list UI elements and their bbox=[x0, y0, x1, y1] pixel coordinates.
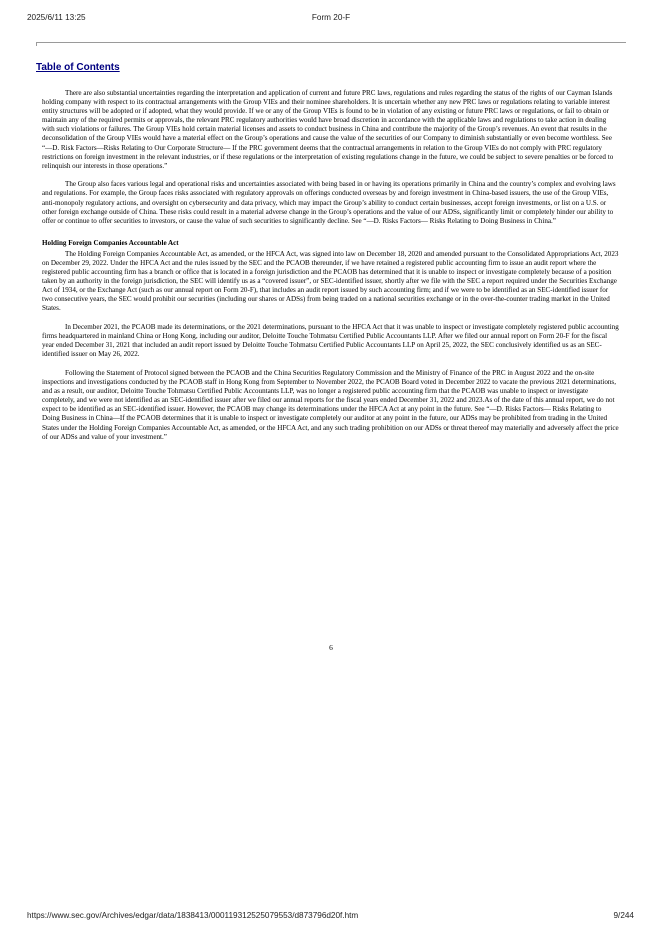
print-url: https://www.sec.gov/Archives/edgar/data/1838413/000119312525079553/d873796d20f.htm bbox=[27, 911, 359, 920]
section-heading-hfca-act: Holding Foreign Companies Accountable Act bbox=[42, 238, 179, 247]
paragraph-legal-operational-risks: The Group also faces various legal and operational risks and uncertainties associated with being based in or having its operations primarily in China and the country’s complex and evolving laws and regulations. For example, the Group faces risks associated with regulatory approvals on offerings conducted overseas by and foreign investment in China-based issuers, the use of the Group VIEs, anti-monopoly regulatory actions, and oversight on cybersecurity and data privacy, which may impact the Group’s ability to conduct certain businesses, accept foreign investments, or list on a U.S. or other foreign exchange outside of China. These risks could result in a material adverse change in the Group’s operations and the value of our ADSs, significantly limit or completely hinder our ability to offer or continue to offer securities to investors, or cause the value of such securities to significantly decline. See “—D. Risks Factors— Risks Relating to Doing Business in China.” bbox=[42, 180, 616, 225]
header-divider-tick bbox=[36, 42, 37, 46]
print-document-title: Form 20-F bbox=[311, 13, 351, 22]
paragraph-statement-of-protocol: Following the Statement of Protocol signed between the PCAOB and the China Securities Regulatory Commission and the Ministry of Finance of the PRC in August 2022 and the on-site inspections and investigations conducted by the PCAOB staff in Hong Kong from September to November 2022, the PCAOB Board voted in December 2022 to vacate the previous 2021 determinations, and as a result, our auditor, Deloitte Touche Tohmatsu Certified Public Accountants LLP, was no longer a registered public accounting firm that the PCAOB was unable to inspect or investigate completely, and we were not identified as an SEC-identified issuer after we filed our annual reports for the fiscal years ended December 31, 2022 and 2023.As of the date of this annual report, we do not expect to be identified as an SEC-identified issuer. However, the PCAOB may change its determinations under the HFCA Act at any point in the future. See “—D. Risks Factors— Risks Relating to Doing Business in China—If the PCAOB determines that it is unable to inspect or investigate completely our auditor at any point in the future, our ADSs may be prohibited from trading in the United States under the Holding Foreign Companies Accountable Act, as amended, or the HFCA Act, and any such trading prohibition on our ADSs or threat thereof may materially and adversely affect the price of our ADSs and value of your investment.” bbox=[42, 368, 619, 441]
print-page-count: 9/244 bbox=[613, 911, 634, 920]
table-of-contents-link[interactable]: Table of Contents bbox=[36, 62, 120, 73]
header-divider bbox=[36, 42, 626, 43]
document-body bbox=[42, 89, 619, 451]
paragraph-hfca-act-overview: The Holding Foreign Companies Accountable Act, as amended, or the HFCA Act, was signed into law on December 18, 2020 and amended pursuant to the Consolidated Appropriations Act, 2023 on December 29, 2022. Under the HFCA Act and the rules issued by the SEC and the PCAOB thereunder, if we have retained a registered public accounting firm to issue an audit report where the registered public accounting firm has a branch or office that is located in a foreign jurisdiction and the PCAOB has determined that it is unable to inspect or investigate completely because of a position taken by an authority in the foreign jurisdiction, the SEC will identify us as a “covered issuer”, or SEC-identified issuer, shortly after we file with the SEC a report required under the Securities Exchange Act of 1934, or the Exchange Act (such as our annual report on Form 20-F), that includes an audit report issued by such accounting firm; and if we were to be identified as an SEC-identified issuer for two consecutive years, the SEC would prohibit our securities (including our shares or ADSs) from being traded on a national securities exchange or in the over-the-counter trading market in the United States. bbox=[42, 249, 619, 313]
print-datetime: 2025/6/11 13:25 bbox=[27, 13, 86, 22]
paragraph-prc-law-uncertainty: There are also substantial uncertainties regarding the interpretation and application of current and future PRC laws, regulations and rules regarding the status of the rights of our Cayman Islands holding company with respect to its contractual arrangements with the Group VIEs and their nominee shareholders. It is uncertain whether any new PRC laws or regulations relating to variable interest entity structures will be adopted or if adopted, what they would provide. If we or any of the Group VIEs is found to be in violation of any existing or future PRC laws or regulations, or fail to obtain or maintain any of the required permits or approvals, the relevant PRC regulatory authorities would have broad discretion in accordance with the applicable laws and regulations to take action in dealing with such violations or failures. The Group VIEs hold certain material licenses and assets to conduct business in China and contribute the majority of the Group’s revenues. An event that results in the deconsolidation of the Group VIEs would have a material effect on the Group’s operations and cause the value of the securities of our Company to diminish substantially or even become worthless. See “—D. Risk Factors—Risks Relating to Our Corporate Structure— If the PRC government deems that the contractual arrangements in relation to the Group VIEs do not comply with PRC regulatory restrictions on foreign investment in the relevant industries, or if these regulations or the interpretation of existing regulations change in the future, we could be subject to severe penalties or be forced to relinquish our interests in those operations.” bbox=[42, 89, 614, 170]
paragraph-2021-determinations: In December 2021, the PCAOB made its determinations, or the 2021 determinations, pursuant to the HFCA Act that it was unable to inspect or investigate completely registered public accounting firms headquartered in mainland China or Hong Kong, including our auditor, Deloitte Touche Tohmatsu Certified Public Accountants LLP. After we filed our annual report on Form 20-F for the fiscal year ended December 31, 2021 that included an audit report issued by Deloitte Touche Tohmatsu Certified Public Accountants LLP on April 25, 2022, the SEC conclusively identified us as an SEC-identified issuer on May 26, 2022. bbox=[42, 323, 619, 359]
page-number: 6 bbox=[329, 643, 333, 652]
